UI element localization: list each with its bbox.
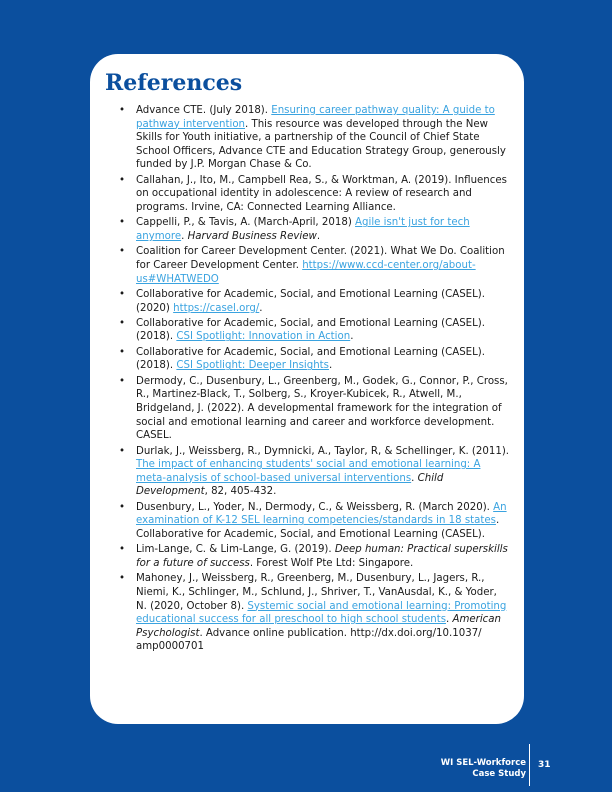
reference-link[interactable]: CSI Spotlight: Innovation in Action	[176, 331, 351, 343]
reference-text: Collaborative for Academic, Social, and Emotional Learning (CASEL). (2020)	[136, 288, 486, 314]
reference-text: . This resource was developed through the New Skills for Youth initiative, a partnership of the Council of Chief State School Officers, Advance CTE and Education Strategy Group, generously funded by J.P. Morgan Chase & Co.	[136, 118, 506, 171]
reference-text: Cappelli, P., & Tavis, A. (March-April, 2018)	[136, 217, 356, 229]
reference-text: .	[446, 614, 453, 626]
reference-text: .	[328, 360, 333, 372]
reference-text: Dermody, C., Dusenbury, L., Greenberg, M., Godek, G., Connor, P., Cross, R., Martinez-Black, T., Solberg, S., Kroyer-Kubicek, R., Atwell, M., Bridgeland, J. (2022). A developmental framework for the integration of social and emotional learning and career and workforce development. CASEL.	[136, 375, 508, 442]
reference-link[interactable]: Systemic social and emotional learning: Promoting educational success for all preschool to high school students	[136, 600, 507, 626]
reference-text: Lim-Lange, C. & Lim-Lange, G. (2019).	[136, 544, 335, 556]
reference-item	[104, 288, 510, 315]
reference-item	[104, 445, 510, 499]
reference-italic-text: American Psychologist	[136, 614, 501, 639]
reference-text: . Advance online publication. http://dx.doi.org/10.1037/ amp0000701	[136, 627, 482, 653]
reference-text: .	[411, 472, 418, 484]
reference-text: , 82, 405-432.	[204, 486, 277, 498]
reference-item	[104, 346, 510, 373]
reference-text: Collaborative for Academic, Social, and Emotional Learning (CASEL). (2018).	[136, 317, 486, 343]
reference-link[interactable]: An examination of K-12 SEL learning competencies/standards in 18 states	[136, 501, 507, 527]
reference-text: .	[316, 230, 321, 242]
reference-text: Mahoney, J., Weissberg, R., Greenberg, M., Dusenbury, L., Jagers, R., Niemi, K., Schlinger, M., Schlund, J., Shriver, T., VanAusdal, K., & Yoder, N. (2020, October 8).	[136, 573, 497, 612]
reference-text: Advance CTE. (July 2018).	[136, 105, 272, 116]
references-list	[104, 104, 510, 654]
footer-line-2: Case Study	[472, 769, 526, 779]
reference-item	[104, 501, 510, 542]
reference-text: Collaborative for Academic, Social, and Emotional Learning (CASEL). (2018).	[136, 346, 486, 372]
reference-item	[104, 543, 510, 570]
page-title: References	[105, 70, 243, 96]
reference-item	[104, 245, 510, 286]
reference-text: Callahan, J., Ito, M., Campbell Rea, S., & Worktman, A. (2019). Influences on occupational identity in adolescence: A review of research and programs. Irvine, CA: Connected Learning Alliance.	[136, 174, 507, 213]
page-number: 31	[538, 760, 551, 770]
reference-link[interactable]: https://casel.org/	[173, 302, 260, 314]
reference-italic-text: Child Development	[136, 472, 444, 498]
reference-item	[104, 104, 510, 172]
content-card	[90, 54, 524, 724]
reference-text: Coalition for Career Development Center. (2021). What We Do. Coalition for Career Development Center.	[136, 246, 505, 271]
reference-text: Durlak, J., Weissberg, R., Dymnicki, A., Taylor, R, & Schellinger, K. (2011).	[136, 445, 510, 457]
reference-italic-text: Deep human: Practical superskills for a future of success	[136, 544, 508, 569]
reference-text: Dusenbury, L., Yoder, N., Dermody, C., & Weissberg, R. (March 2020).	[136, 501, 494, 513]
reference-text: .	[259, 302, 263, 314]
footer-title	[441, 758, 526, 780]
reference-link[interactable]: Agile isn't just for tech anymore	[136, 217, 470, 242]
reference-italic-text: Harvard Business Review	[187, 230, 317, 242]
reference-text: . Collaborative for Academic, Social, and Emotional Learning (CASEL).	[136, 515, 500, 540]
reference-link[interactable]: Ensuring career pathway quality: A guide to pathway intervention	[136, 105, 495, 130]
reference-link[interactable]: https://www.ccd-center.org/about-us#WHATWEDO	[136, 259, 476, 285]
reference-item	[104, 317, 510, 344]
footer-line-1: WI SEL-Workforce	[440, 758, 526, 768]
reference-item	[104, 216, 510, 243]
reference-text: . Forest Wolf Pte Ltd: Singapore.	[249, 557, 414, 569]
reference-item	[104, 375, 510, 443]
reference-item	[104, 174, 510, 215]
reference-link[interactable]: The impact of enhancing students' social and emotional learning: A meta-analysis of school-based universal interventions	[136, 459, 481, 484]
reference-item	[104, 572, 510, 654]
reference-text: .	[181, 230, 188, 242]
footer-divider	[529, 744, 530, 786]
reference-link[interactable]: CSI Spotlight: Deeper Insights	[176, 360, 329, 372]
reference-text: .	[350, 331, 354, 343]
